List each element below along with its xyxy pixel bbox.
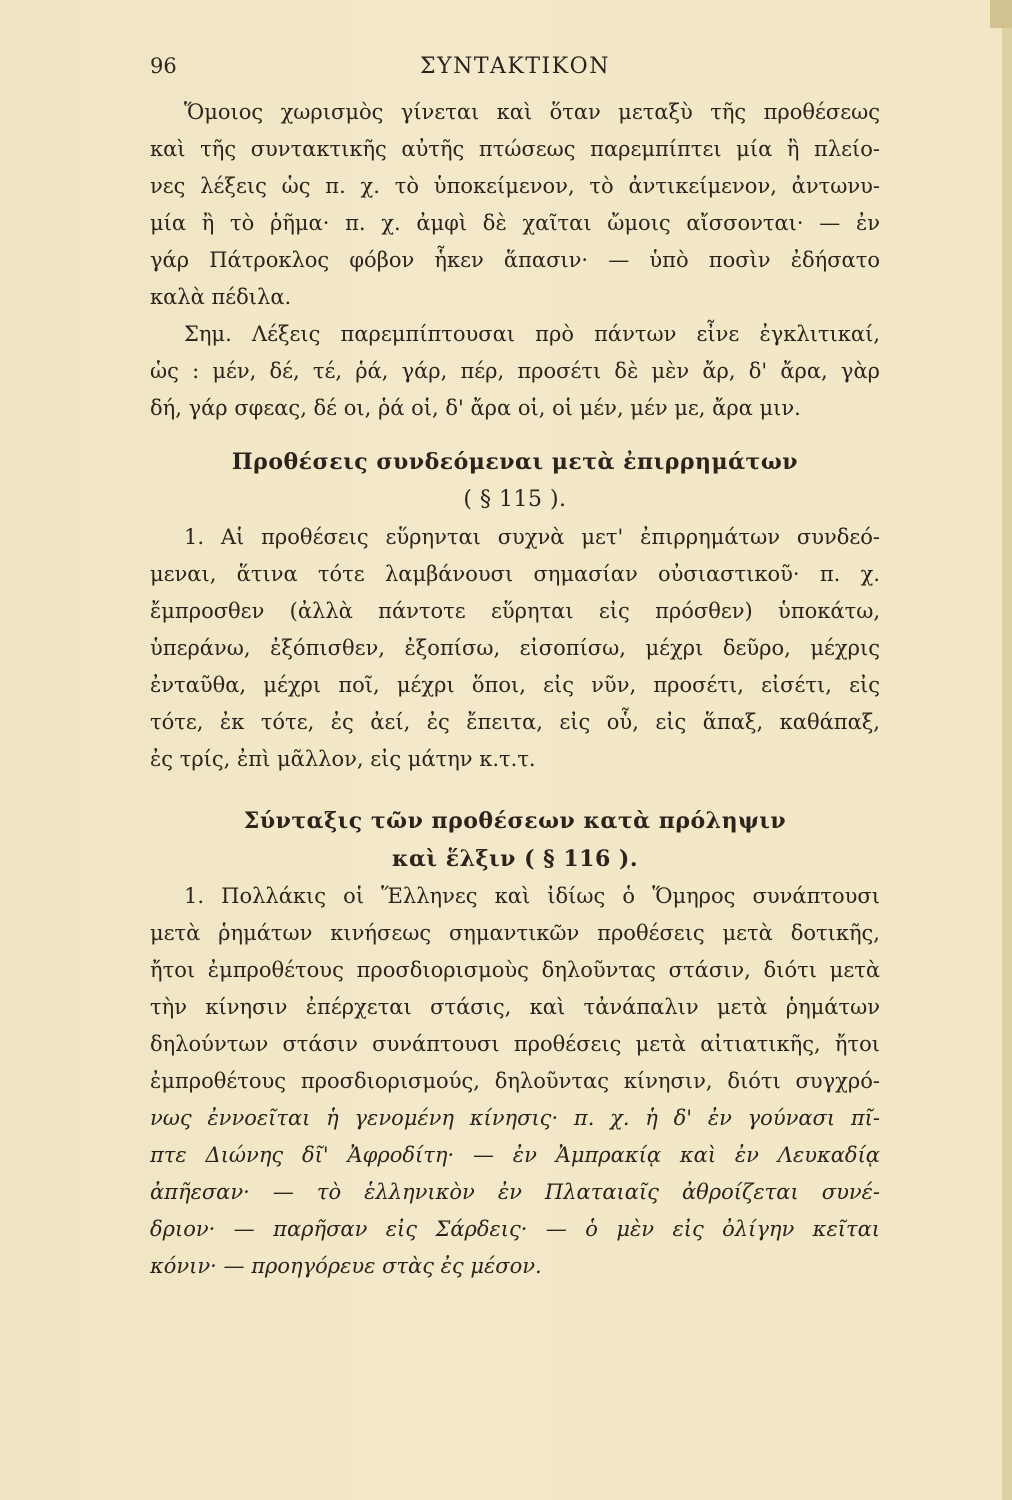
section-number: ( § 115 ). — [463, 487, 567, 512]
text-line: ἐνταῦθα, μέχρι ποῖ, μέχρι ὅποι, εἰς νῦν, προσέτι, εἰσέτι, εἰς — [150, 673, 880, 697]
text-line: κόνιν· — προηγόρευε στὰς ἐς μέσον. — [150, 1254, 542, 1278]
text-line: ἀπῆεσαν· — τὸ ἑλληνικὸν ἐν Πλαταιαῖς ἀθροίζεται συνέ- — [150, 1180, 880, 1204]
text-line: μία ἢ τὸ ῥῆμα· π. χ. ἀμφὶ δὲ χαῖται ὤμοις αἴσσονται· — ἐν — [150, 211, 880, 235]
text-line: καὶ τῆς συντακτικῆς αὐτῆς πτώσεως παρεμπίπτει μία ἢ πλείο- — [150, 137, 880, 161]
text-line: 1. Πολλάκις οἱ Ἕλληνες καὶ ἰδίως ὁ Ὅμηρος συνάπτουσι — [184, 884, 880, 908]
text-line: δή, γάρ σφεας, δέ οι, ῥά οἱ, δ' ἄρα οἱ, οἱ μέν, μέν με, ἄρα μιν. — [150, 396, 801, 420]
text-line: ἐς τρίς, ἐπὶ μᾶλλον, εἰς μάτην κ.τ.τ. — [150, 747, 536, 771]
section-heading: Προθέσεις συνδεόμεναι μετὰ ἐπιρρημάτων — [231, 449, 799, 475]
page-number: 96 — [150, 54, 177, 78]
text-line: ἐμπροθέτους προσδιορισμούς, δηλοῦντας κίνησιν, διότι συγχρό- — [150, 1069, 880, 1093]
section-116 — [150, 802, 880, 1285]
section-heading: Σύνταξις τῶν προθέσεων κατὰ πρόληψιν — [243, 808, 787, 834]
text-line: ἔμπροσθεν (ἀλλὰ πάντοτε εὕρηται εἰς πρόσθεν) ὑποκάτω, — [150, 599, 880, 623]
text-line: τότε, ἐκ τότε, ἐς ἀεί, ἐς ἔπειτα, εἰς οὗ, εἰς ἅπαξ, καθάπαξ, — [150, 710, 880, 734]
text-line: ὡς : μέν, δέ, τέ, ῥά, γάρ, πέρ, προσέτι δὲ μὲν ἄρ, δ' ἄρα, γὰρ — [150, 359, 880, 383]
spacer — [150, 778, 880, 802]
section-115 — [150, 443, 880, 778]
text-line: γάρ Πάτροκλος φόβον ἧκεν ἅπασιν· — ὑπὸ ποσὶν ἐδήσατο — [150, 248, 880, 272]
page-header — [150, 54, 880, 88]
note-paragraph — [150, 316, 880, 427]
text-line: δριον· — παρῆσαν εἰς Σάρδεις· — ὁ μὲν εἰς ὀλίγην κεῖται — [150, 1217, 880, 1241]
running-head: ΣΥΝΤΑΚΤΙΚΟΝ — [420, 54, 610, 79]
spacer — [150, 427, 880, 443]
page-corner-tab — [990, 0, 1012, 28]
section-heading-line-2: καὶ ἕλξιν ( § 116 ). — [391, 846, 638, 872]
text-line: μεναι, ἅτινα τότε λαμβάνουσι σημασίαν οὐσιαστικοῦ· π. χ. — [150, 562, 880, 586]
text-line: ὑπεράνω, ἐξόπισθεν, ἐξοπίσω, εἰσοπίσω, μέχρι δεῦρο, μέχρις — [150, 636, 880, 660]
text-line: Σημ. Λέξεις παρεμπίπτουσαι πρὸ πάντων εἶνε ἐγκλιτικαί, — [184, 322, 880, 346]
text-line: τὴν κίνησιν ἐπέρχεται στάσις, καὶ τἀνάπαλιν μετὰ ῥημάτων — [150, 995, 880, 1019]
text-line: μετὰ ῥημάτων κινήσεως σημαντικῶν προθέσεις μετὰ δοτικῆς, — [150, 921, 880, 945]
paragraph-1 — [150, 94, 880, 316]
text-line: νες λέξεις ὡς π. χ. τὸ ὑποκείμενον, τὸ ἀντικείμενον, ἀντωνυ- — [150, 174, 880, 198]
text-line: δηλούντων στάσιν συνάπτουσι προθέσεις μετὰ αἰτιατικῆς, ἤτοι — [150, 1032, 880, 1056]
text-line: καλὰ πέδιλα. — [150, 285, 292, 309]
text-line: Ὅμοιος χωρισμὸς γίνεται καὶ ὅταν μεταξὺ τῆς προθέσεως — [184, 100, 880, 124]
text-line: νως ἐννοεῖται ἡ γενομένη κίνησις· π. χ. ἡ δ' ἐν γούνασι πῖ- — [150, 1106, 880, 1130]
text-line: ἤτοι ἐμπροθέτους προσδιορισμοὺς δηλοῦντας στάσιν, διότι μετὰ — [150, 958, 880, 982]
text-line: πτε Διώνης δῖ' Ἀφροδίτη· — ἐν Ἀμπρακίᾳ καὶ ἐν Λευκαδίᾳ — [150, 1143, 880, 1167]
text-block — [150, 94, 880, 1285]
page-edge — [1002, 0, 1012, 1500]
text-line: 1. Αἱ προθέσεις εὕρηνται συχνὰ μετ' ἐπιρρημάτων συνδεό- — [184, 525, 880, 549]
